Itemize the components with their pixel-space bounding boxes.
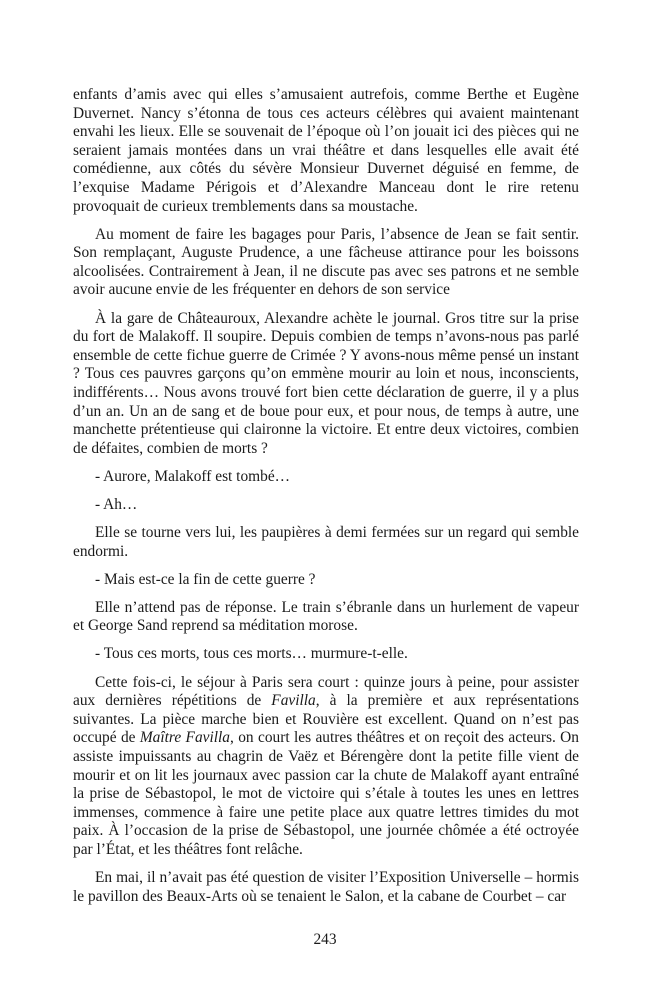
text-run: , on court les autres théâtres et on reçoit des acteurs. On assiste impuissants au chagrin de Vaëz et Bérengère dont la petite fille vient de mourir et on lit les journaux avec passion car la chute de Malakoff ayant entraîné la prise de Sébastopol, le mot de victoire qui s’étale à toutes les unes en lettres immenses, commence à faire une petite place aux quatre lettres timides du mot paix. À l’occasion de la prise de Sébastopol, une journée chômée a été octroyée par l’État, et les théâtres font relâche. <box>73 729 579 858</box>
paragraph-chateauroux-station: À la gare de Châteauroux, Alexandre achète le journal. Gros titre sur la prise du fort de Malakoff. Il soupire. Depuis combien de temps n’avons-nous pas parlé ensemble de cette fichue guerre de Crimée ? Y avons-nous même pensé un instant ? Tous ces pauvres garçons qu’on emmène mourir au loin et nous, inconscients, indifférents… Nous avons trouvé fort bien cette déclaration de guerre, il y a plus d’un an. Un an de sang et de boue pour eux, et pour nous, de temps à autre, une manchette prétentieuse qui claironne la victoire. Et entre deux victoires, combien de défaites, combien de morts ? <box>73 309 579 457</box>
italic-title: Favilla <box>271 692 316 710</box>
paragraph-departure: Au moment de faire les bagages pour Paris, l’absence de Jean se fait sentir. Son remplaçant, Auguste Prudence, a une fâcheuse attirance pour les boissons alcoolisées. Contrairement à Jean, il ne discute pas avec ses patrons et ne semble avoir aucune envie de les fréquenter en dehors de son service <box>73 225 579 299</box>
paragraph-exposition: En mai, il n’avait pas été question de visiter l’Exposition Universelle – hormis le pavillon des Beaux-Arts où se tenaient le Salon, et la cabane de Courbet – car <box>73 868 579 905</box>
page-body <box>73 86 579 906</box>
paragraph-narration: Elle se tourne vers lui, les paupières à demi fermées sur un regard qui semble endormi. <box>73 523 579 560</box>
paragraph-paris-stay <box>73 674 579 860</box>
dialogue-line: - Mais est-ce la fin de cette guerre ? <box>95 570 316 588</box>
text-run: , à la première et aux représentations suivantes. La pièce marche bien et Rouvière est excellent. Quand on n’est pas occupé de <box>73 692 579 747</box>
italic-title: Maître Favilla <box>139 729 231 747</box>
dialogue-line: - Aurore, Malakoff est tombé… <box>95 467 291 485</box>
text-run: Cette fois-ci, le séjour à Paris sera court : quinze jours à peine, pour assister aux dernières répétitions de <box>73 673 579 710</box>
paragraph-continuation: enfants d’amis avec qui elles s’amusaient autrefois, comme Berthe et Eugène Duvernet. Nancy s’étonna de tous ces acteurs célèbres qui avaient maintenant envahi les lieux. Elle se souvenait de l’époque où l’on jouait ici des pièces qui ne seraient jamais montées dans un vrai théâtre et dans lesquelles elle avait été comédienne, aux côtés du sévère Monsieur Duvernet déguisé en femme, de l’exquise Madame Périgois et d’Alexandre Manceau dont le rire retenu provoquait de curieux tremblements dans sa moustache. <box>73 86 579 215</box>
paragraph-narration: Elle n’attend pas de réponse. Le train s’ébranle dans un hurlement de vapeur et George Sand reprend sa méditation morose. <box>73 598 579 635</box>
dialogue-line: - Ah… <box>95 495 138 513</box>
dialogue-line: - Tous ces morts, tous ces morts… murmure-t-elle. <box>95 645 408 663</box>
page-number: 243 <box>313 931 337 948</box>
